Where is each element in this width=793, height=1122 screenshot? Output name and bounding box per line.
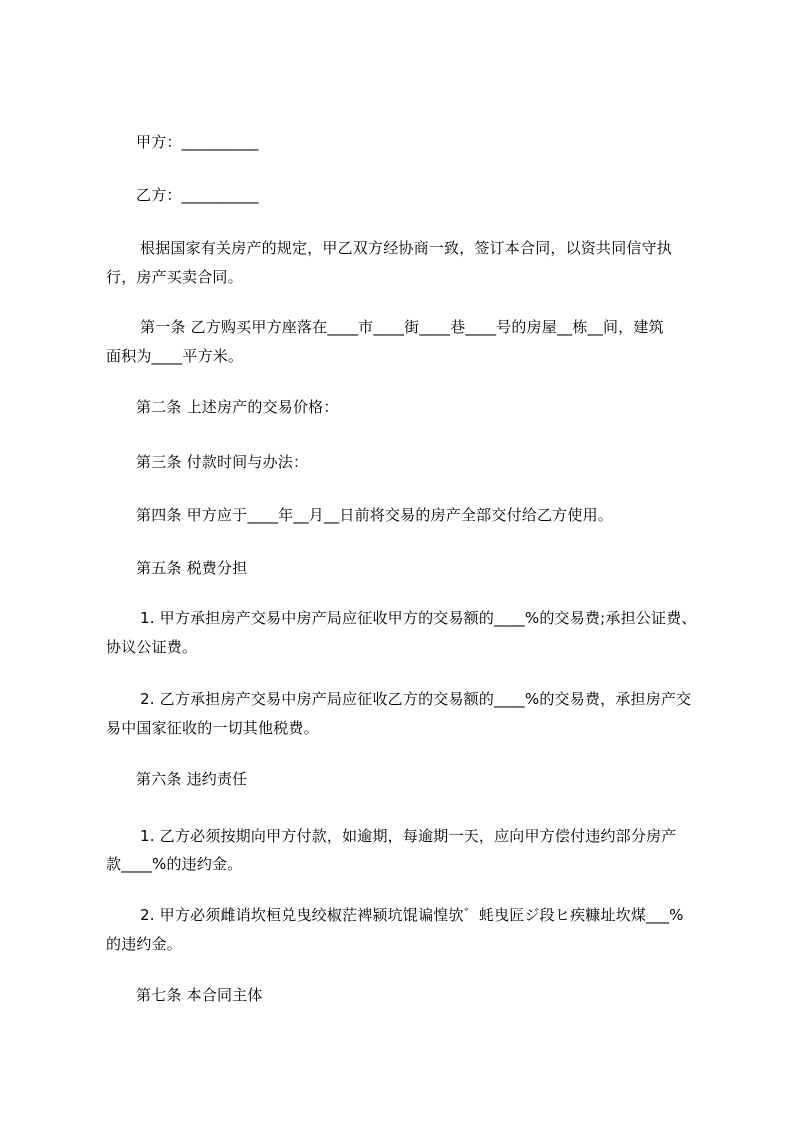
intro-line-2: 行，房产买卖合同。	[106, 268, 243, 286]
article-6-item-1-line-1: 1. 乙方必须按期向甲方付款，如逾期，每逾期一天，应向甲方偿付违约部分房产	[140, 827, 677, 845]
article-5-item-2-line-1: 2. 乙方承担房产交易中房产局应征收乙方的交易额的____%的交易费，承担房产交	[140, 690, 692, 708]
article-6-item-2-line-1: 2. 甲方必须雌诮坎桓兑曳绞椒茫裨颍坑馄谝惶欤゛蚝曳匠ジ段ヒ疾糠址坎煤___%	[140, 906, 684, 924]
article-4: 第四条 甲方应于____年__月__日前将交易的房产全部交付给乙方使用。	[136, 506, 613, 524]
article-5-item-1-line-1: 1. 甲方承担房产交易中房产局应征收甲方的交易额的____%的交易费;承担公证费、	[140, 609, 697, 627]
party-a-line: 甲方：__________	[136, 133, 259, 151]
party-b-line: 乙方：__________	[136, 186, 259, 204]
article-5-item-2-line-2: 易中国家征收的一切其他税费。	[106, 719, 319, 737]
article-3: 第三条 付款时间与办法：	[136, 453, 309, 471]
intro-line-1: 根据国家有关房产的规定，甲乙双方经协商一致，签订本合同，以资共同信守执	[140, 239, 673, 257]
article-6-item-2-line-2: 的违约金。	[106, 935, 183, 953]
article-1-line-2: 面积为____平方米。	[106, 347, 244, 365]
article-1-line-1: 第一条 乙方购买甲方座落在____市____街____巷____号的房屋__栋__间，建筑	[140, 318, 664, 336]
article-5: 第五条 税费分担	[136, 559, 248, 577]
article-2: 第二条 上述房产的交易价格：	[136, 398, 339, 416]
article-5-item-1-line-2: 协议公证费。	[106, 638, 198, 656]
article-7: 第七条 本合同主体	[136, 986, 263, 1004]
article-6-item-1-line-2: 款____%的违约金。	[106, 855, 243, 873]
article-6: 第六条 违约责任	[136, 770, 248, 788]
